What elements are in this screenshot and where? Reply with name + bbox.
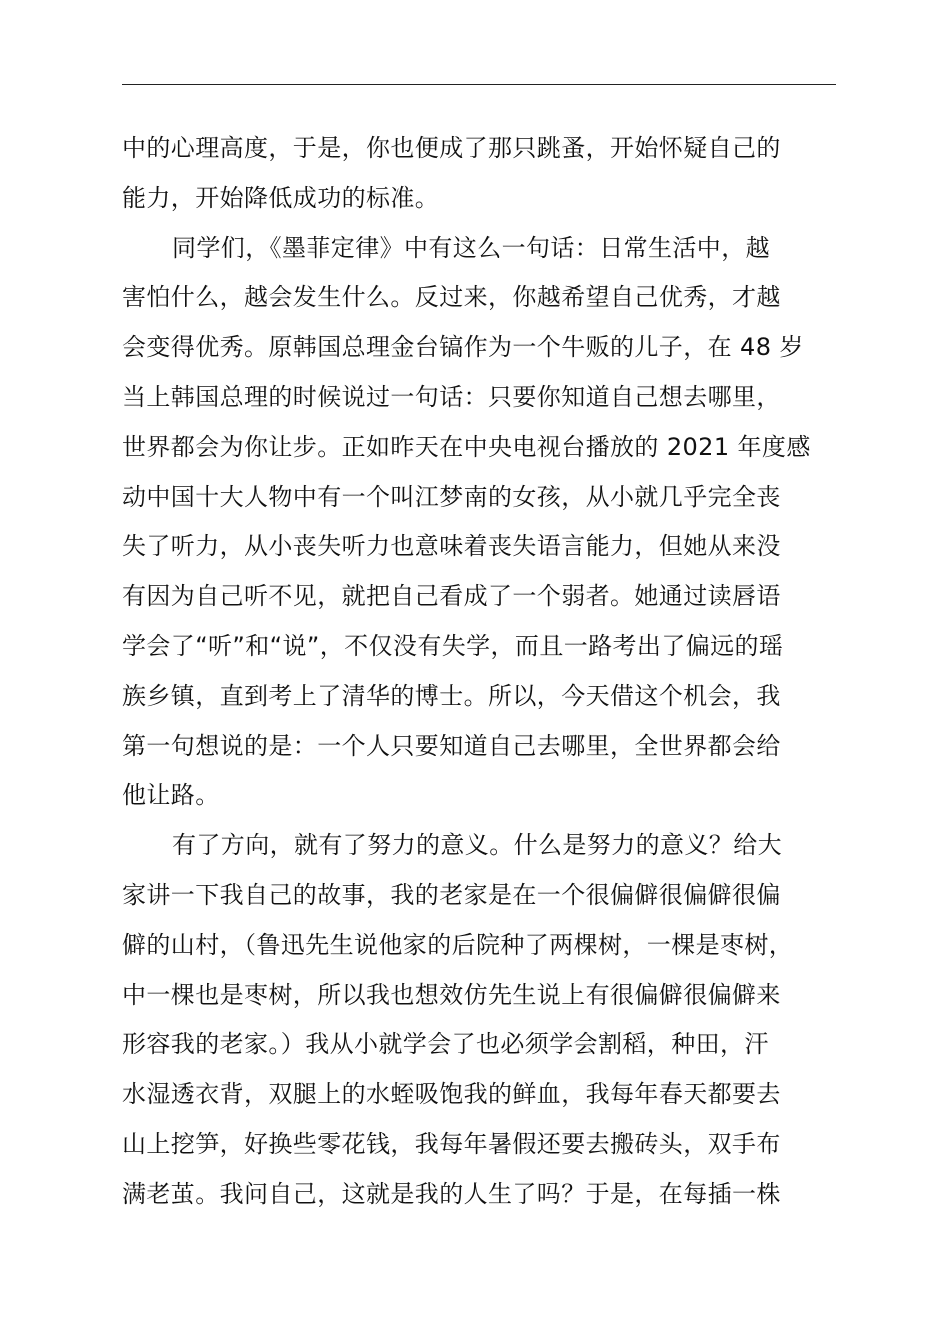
- text-line: 会变得优秀。原韩国总理金台镐作为一个牛贩的儿子，在 48 岁: [122, 333, 804, 362]
- text-line: 第一句想说的是：一个人只要知道自己去哪里，全世界都会给: [122, 731, 781, 760]
- text-line: 有因为自己听不见，就把自己看成了一个弱者。她通过读唇语: [122, 582, 781, 611]
- text-line: 失了听力，从小丧失听力也意味着丧失语言能力，但她从来没: [122, 532, 781, 561]
- text-line: 同学们，《墨菲定律》中有这么一句话：日常生活中，越: [172, 233, 770, 262]
- text-line: 害怕什么，越会发生什么。反过来，你越希望自己优秀，才越: [122, 283, 781, 312]
- text-line: 僻的山村，（鲁迅先生说他家的后院种了两棵树，一棵是枣树，: [122, 930, 794, 959]
- body-text: [122, 124, 842, 1220]
- text-line: 家讲一下我自己的故事，我的老家是在一个很偏僻很偏僻很偏: [122, 880, 781, 909]
- text-line: 中一棵也是枣树，所以我也想效仿先生说上有很偏僻很偏僻来: [122, 980, 781, 1009]
- text-line: 当上韩国总理的时候说过一句话：只要你知道自己想去哪里，: [122, 382, 781, 411]
- text-line: 动中国十大人物中有一个叫江梦南的女孩，从小就几乎完全丧: [122, 482, 781, 511]
- text-line: 能力，开始降低成功的标准。: [122, 183, 440, 212]
- header-rule: [122, 84, 836, 85]
- text-line: 形容我的老家。）我从小就学会了也必须学会割稻，种田，汗: [122, 1030, 769, 1059]
- text-line: 世界都会为你让步。正如昨天在中央电视台播放的 2021 年度感: [122, 432, 811, 461]
- text-line: 满老茧。我问自己，这就是我的人生了吗？于是，在每插一株: [122, 1179, 781, 1208]
- text-line: 水湿透衣背，双腿上的水蛭吸饱我的鲜血，我每年春天都要去: [122, 1080, 781, 1109]
- text-line: 学会了“听”和“说”，不仅没有失学，而且一路考出了偏远的瑶: [122, 631, 784, 660]
- text-line: 中的心理高度，于是，你也便成了那只跳蚤，开始怀疑自己的: [122, 134, 781, 162]
- text-line: 山上挖笋，好换些零花钱，我每年暑假还要去搬砖头，双手布: [122, 1129, 781, 1158]
- text-line: 有了方向，就有了努力的意义。什么是努力的意义？给大: [172, 831, 782, 860]
- text-line: 他让路。: [122, 781, 220, 810]
- text-line: 族乡镇，直到考上了清华的博士。所以，今天借这个机会，我: [122, 681, 781, 710]
